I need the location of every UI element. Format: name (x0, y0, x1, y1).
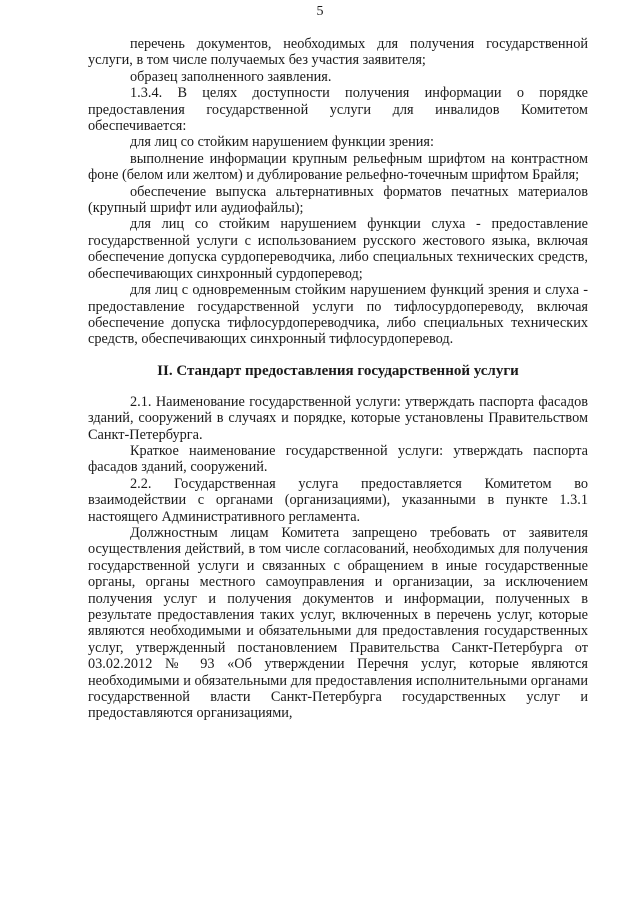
paragraph-2-1: 2.1. Наименование государственной услуги: утверждать паспорта фасадов зданий, сооружений в случаях и порядке, которые установлены Правительством Санкт-Петербурга. (88, 393, 588, 443)
paragraph-short-name: Краткое наименование государственной услуги: утверждать паспорта фасадов зданий, сооружений. (88, 442, 588, 476)
document-body (88, 36, 588, 722)
paragraph-sample-form: образец заполненного заявления. (130, 68, 332, 85)
paragraph-hearing-impairment: для лиц со стойким нарушением функции слуха - предоставление государственной услуги с использованием русского жестового языка, включая обеспечение допуска сурдопереводчика, либо специальных технических средств, обеспечивающих синхронный сурдоперевод; (88, 216, 588, 282)
paragraph-documents-list: перечень документов, необходимых для получения государственной услуги, в том числе получаемых без участия заявителя; (88, 36, 588, 69)
paragraph-vision-impairment: для лиц со стойким нарушением функции зрения: (130, 134, 434, 151)
paragraph-prohibition: Должностным лицам Комитета запрещено требовать от заявителя осуществления действий, в том числе согласований, необходимых для получения государственной услуги и связанных с обращением в иные государственные органы, органы местного самоуправления и организации, за исключением получения услуг и получения документов и информации, полученных в результате предоставления таких услуг, включенных в перечень услуг, которые являются необходимыми и обязательными для предоставления государственных услуг, утвержденный постановлением Правительства Санкт-Петербурга от 03.02.2012 № 93 «Об утверждении Перечня услуг, которые являются необходимыми и обязательными для предоставления исполнительными органами государственной власти Санкт-Петербурга государственных услуг и предоставляются организациями, (88, 524, 588, 722)
section-title: II. Стандарт предоставления государственной услуги (157, 362, 519, 379)
page-number: 5 (316, 4, 324, 19)
paragraph-alternative-formats: обеспечение выпуска альтернативных форматов печатных материалов (крупный шрифт или аудиофайлы); (88, 183, 588, 217)
paragraph-braille: выполнение информации крупным рельефным шрифтом на контрастном фоне (белом или желтом) и дублирование рельефно-точечным шрифтом Брайля; (88, 150, 588, 184)
paragraph-2-2: 2.2. Государственная услуга предоставляется Комитетом во взаимодействии с органами (организациями), указанными в пункте 1.3.1 настоящего Административного регламента. (88, 475, 588, 525)
paragraph-deafblind: для лиц с одновременным стойким нарушением функций зрения и слуха - предоставление государственной услуги по тифлосурдопереводу, включая обеспечение допуска тифлосурдопереводчика, либо специальных технических средств, обеспечивающих синхронный тифлосурдоперевод. (88, 282, 588, 348)
paragraph-1-3-4: 1.3.4. В целях доступности получения информации о порядке предоставления государственной услуги для инвалидов Комитетом обеспечивается: (88, 85, 588, 135)
